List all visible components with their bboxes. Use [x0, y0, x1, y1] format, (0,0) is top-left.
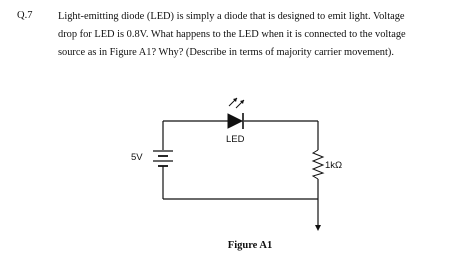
battery-icon: [153, 151, 173, 166]
led-label: LED: [226, 134, 245, 145]
resistor-icon: [313, 150, 323, 179]
question-line-3: source as in Figure A1? Why? (Describe in terms of majority carrier movement).: [58, 47, 394, 58]
figure-caption-row: [0, 240, 468, 251]
arrow-down-icon: [315, 225, 321, 231]
resistor-label: 1kΩ: [325, 160, 343, 171]
question-line-2: drop for LED is 0.8V. What happens to the LED when it is connected to the voltage: [58, 29, 406, 40]
figure-caption: Figure A1: [227, 240, 273, 251]
led-diode-icon: [228, 98, 244, 129]
source-label: 5V: [131, 152, 143, 163]
question-line-1: Light-emitting diode (LED) is simply a diode that is designed to emit light. Voltage: [58, 11, 405, 22]
question-number: Q.7: [17, 10, 33, 21]
